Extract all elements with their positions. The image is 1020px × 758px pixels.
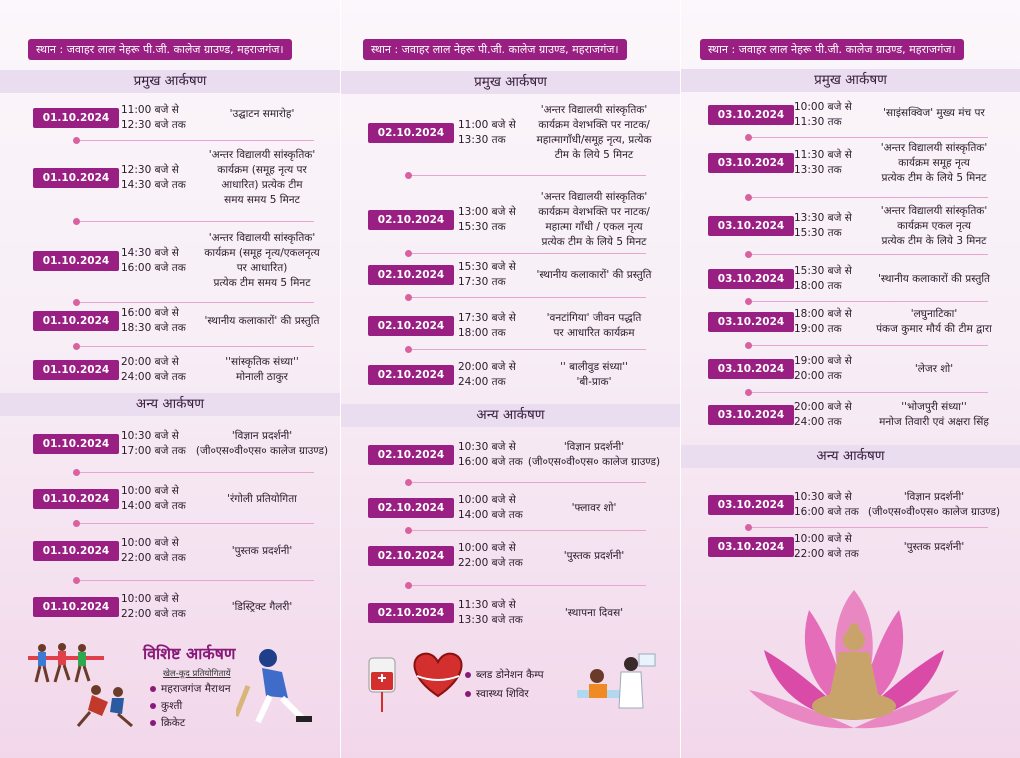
event-description-line: कार्यक्रम वेशभक्ति पर नाटक/ bbox=[538, 119, 650, 131]
event-time-line: 14:30 बजे से bbox=[121, 247, 179, 259]
event-time-line: 16:00 बजे से bbox=[121, 307, 179, 319]
event-description bbox=[859, 204, 1009, 249]
main-attractions-heading: प्रमुख आर्कषण bbox=[681, 69, 1020, 92]
timeline-connector bbox=[748, 527, 988, 528]
event-time bbox=[458, 598, 523, 628]
event-date-badge: 03.10.2024 bbox=[708, 405, 794, 425]
event-description-line: (जी०एस०वी०एस० कालेज ग्राउण्ड) bbox=[527, 456, 661, 468]
event-time bbox=[121, 246, 186, 276]
timeline-connector bbox=[76, 472, 314, 473]
event-description-line: प्रत्येक टीम के लिये 5 मिनट bbox=[881, 171, 987, 184]
event-date-badge: 01.10.2024 bbox=[33, 360, 119, 380]
event-description-line: 'अन्तर विद्यालयी सांस्कृतिक' bbox=[540, 104, 648, 116]
event-description-line: 'साइंसक्विज' मुख्य मंच पर bbox=[883, 106, 985, 119]
event-time-line: 10:30 बजे से bbox=[121, 430, 179, 442]
event-description-line: (जी०एस०वी०एस० कालेज ग्राउण्ड) bbox=[867, 506, 1001, 518]
timeline-connector bbox=[76, 302, 314, 303]
event-description-line: 'विज्ञान प्रदर्शनी' bbox=[563, 441, 625, 453]
event-time-line: 15:30 तक bbox=[458, 221, 506, 233]
event-time-line: 15:30 बजे से bbox=[458, 261, 516, 273]
health-item bbox=[465, 668, 544, 682]
event-description bbox=[519, 311, 669, 341]
event-time-line: 10:00 बजे से bbox=[794, 533, 852, 545]
bullet-icon bbox=[150, 686, 156, 692]
event-description-line: कार्यक्रम एकल नृत्य bbox=[897, 219, 971, 232]
event-description-line: पर आधारित कार्यक्रम bbox=[553, 327, 635, 339]
event-time bbox=[458, 311, 516, 341]
event-date-badge: 03.10.2024 bbox=[708, 269, 794, 289]
timeline-connector bbox=[748, 137, 988, 138]
event-description-line: 'स्थानीय कलाकारों की प्रस्तुति bbox=[877, 272, 991, 285]
event-description bbox=[859, 307, 1009, 337]
event-time bbox=[121, 536, 186, 566]
event-time-line: 18:00 तक bbox=[458, 327, 506, 339]
event-description bbox=[187, 355, 337, 385]
event-date-badge: 02.10.2024 bbox=[368, 123, 454, 143]
event-time bbox=[794, 490, 859, 520]
cricketer-illustration bbox=[236, 646, 320, 730]
event-description-line: प्रत्येक टीम के लिये 5 मिनट bbox=[541, 236, 647, 248]
event-time bbox=[794, 532, 859, 562]
event-description bbox=[519, 360, 669, 390]
venue-banner: स्थान : जवाहर लाल नेहरू पी.जी. कालेज ग्राउण्ड, महराजगंज। bbox=[363, 39, 627, 60]
event-description bbox=[859, 400, 1009, 430]
event-time-line: 20:00 तक bbox=[794, 370, 842, 382]
event-description bbox=[187, 107, 337, 122]
event-time-line: 22:00 बजे तक bbox=[121, 608, 186, 620]
event-description-line: 'लघुनाटिका' bbox=[910, 308, 958, 320]
wrestlers-illustration bbox=[72, 682, 142, 730]
event-description-line: 'डिस्ट्रिक्ट गैलरी' bbox=[231, 600, 293, 613]
timeline-connector bbox=[76, 140, 314, 141]
event-date-badge: 03.10.2024 bbox=[708, 312, 794, 332]
event-time bbox=[121, 306, 186, 336]
event-description-line: कार्यक्रम (समूह नृत्य पर bbox=[217, 164, 307, 176]
event-time-line: 16:00 बजे तक bbox=[458, 456, 523, 468]
event-description-line: 'विज्ञान प्रदर्शनी' bbox=[903, 491, 965, 503]
event-time bbox=[794, 400, 852, 430]
health-item-label: ब्लड डोनेशन कैम्प bbox=[476, 669, 544, 681]
event-description-line: कार्यक्रम समूह नृत्य bbox=[898, 156, 970, 169]
event-time-line: 10:00 बजे से bbox=[794, 101, 852, 113]
event-time-line: 17:00 बजे तक bbox=[121, 445, 186, 457]
event-time bbox=[794, 354, 852, 384]
event-time-line: 20:00 बजे से bbox=[121, 356, 179, 368]
event-description-line: 'स्थानीय कलाकारों' की प्रस्तुति bbox=[536, 268, 652, 281]
event-time-line: 19:00 तक bbox=[794, 323, 842, 335]
event-time-line: 14:30 बजे तक bbox=[121, 179, 186, 191]
event-time-line: 22:00 बजे तक bbox=[458, 557, 523, 569]
event-description-line: 'पुस्तक प्रदर्शनी' bbox=[563, 549, 625, 562]
event-date-badge: 02.10.2024 bbox=[368, 365, 454, 385]
event-description-line: 'अन्तर विद्यालयी सांस्कृतिक' bbox=[880, 204, 988, 217]
event-description bbox=[187, 148, 337, 208]
event-date-badge: 03.10.2024 bbox=[708, 153, 794, 173]
day-3-column bbox=[681, 0, 1020, 758]
event-description bbox=[187, 231, 337, 291]
event-description-line: 'बी-प्राक' bbox=[576, 376, 612, 388]
runner-icon bbox=[36, 644, 48, 682]
event-description-line: समय समय 5 मिनट bbox=[224, 194, 300, 206]
venue-banner: स्थान : जवाहर लाल नेहरू पी.जी. कालेज ग्राउण्ड, महराजगंज। bbox=[700, 39, 964, 60]
event-description-line: 'स्थानीय कलाकारों' की प्रस्तुति bbox=[204, 314, 320, 327]
special-item bbox=[150, 682, 231, 696]
event-time-line: 17:30 तक bbox=[458, 276, 506, 288]
timeline-connector bbox=[408, 530, 646, 531]
event-description-line: 'रंगोली प्रतियोगिता bbox=[227, 492, 297, 505]
event-date-badge: 02.10.2024 bbox=[368, 445, 454, 465]
event-time bbox=[121, 103, 186, 133]
timeline-connector bbox=[748, 301, 988, 302]
special-item-label: क्रिकेट bbox=[161, 717, 186, 729]
event-description bbox=[519, 501, 669, 516]
event-time-line: 13:30 बजे से bbox=[794, 212, 852, 224]
event-time bbox=[458, 541, 523, 571]
special-item bbox=[150, 716, 185, 730]
runner-icon bbox=[55, 643, 69, 682]
event-description-line: 'स्थापना दिवस' bbox=[564, 606, 624, 619]
event-time-line: 12:30 बजे से bbox=[121, 164, 179, 176]
special-attractions-title: विशिष्ट आर्कषण bbox=[143, 644, 236, 663]
event-time bbox=[794, 264, 852, 294]
event-description-line: प्रत्येक टीम समय 5 मिनट bbox=[213, 277, 311, 289]
event-date-badge: 03.10.2024 bbox=[708, 537, 794, 557]
event-time-line: 19:00 बजे से bbox=[794, 355, 852, 367]
event-date-badge: 01.10.2024 bbox=[33, 541, 119, 561]
day-2-column bbox=[341, 0, 680, 758]
event-time-line: 10:00 बजे से bbox=[458, 494, 516, 506]
event-description-line: 'उद्घाटन समारोह' bbox=[229, 107, 295, 120]
event-time bbox=[458, 440, 523, 470]
event-date-badge: 02.10.2024 bbox=[368, 316, 454, 336]
event-description-line: 'लेजर शो' bbox=[914, 362, 954, 375]
event-description bbox=[519, 549, 669, 564]
event-description-line: टीम के लिये 5 मिनट bbox=[554, 149, 634, 161]
doctor-patient-illustration bbox=[577, 650, 657, 718]
event-time-line: 12:30 बजे तक bbox=[121, 119, 186, 131]
event-time-line: 13:30 तक bbox=[794, 164, 842, 176]
event-description bbox=[187, 429, 337, 459]
timeline-connector bbox=[408, 175, 646, 176]
main-attractions-heading: प्रमुख आर्कषण bbox=[341, 71, 680, 94]
bullet-icon bbox=[150, 720, 156, 726]
event-date-badge: 02.10.2024 bbox=[368, 546, 454, 566]
event-time-line: 10:30 बजे से bbox=[794, 491, 852, 503]
sports-competitions-subtitle: खेल-कूद प्रतियोगितायें bbox=[163, 669, 231, 679]
event-time-line: 10:00 बजे से bbox=[121, 537, 179, 549]
event-time bbox=[458, 360, 516, 390]
event-description-line: 'फ्लावर शो' bbox=[571, 501, 617, 514]
event-date-badge: 02.10.2024 bbox=[368, 265, 454, 285]
timeline-connector bbox=[408, 482, 646, 483]
event-time bbox=[458, 118, 516, 148]
event-time-line: 11:30 तक bbox=[794, 116, 842, 128]
event-time-line: 22:00 बजे तक bbox=[121, 552, 186, 564]
event-time-line: 22:00 बजे तक bbox=[794, 548, 859, 560]
event-description-line: ''सांस्कृतिक संध्या'' bbox=[225, 356, 299, 368]
event-description bbox=[519, 190, 669, 250]
event-description-line: 'पुस्तक प्रदर्शनी' bbox=[231, 544, 293, 557]
event-date-badge: 01.10.2024 bbox=[33, 168, 119, 188]
event-time bbox=[121, 484, 186, 514]
event-date-badge: 03.10.2024 bbox=[708, 216, 794, 236]
event-description-line: पंकज कुमार मौर्य की टीम द्वारा bbox=[876, 323, 992, 335]
venue-banner: स्थान : जवाहर लाल नेहरू पी.जी. कालेज ग्राउण्ड, महराजगंज। bbox=[28, 39, 292, 60]
event-description-line: '' बालीवुड संध्या'' bbox=[559, 361, 629, 373]
timeline-connector bbox=[76, 580, 314, 581]
other-attractions-heading: अन्य आर्कषण bbox=[0, 393, 340, 416]
event-time-line: 13:30 बजे तक bbox=[458, 614, 523, 626]
event-description bbox=[859, 362, 1009, 377]
bullet-icon bbox=[150, 703, 156, 709]
event-date-badge: 03.10.2024 bbox=[708, 105, 794, 125]
event-date-badge: 01.10.2024 bbox=[33, 251, 119, 271]
event-time-line: 20:00 बजे से bbox=[458, 361, 516, 373]
timeline-connector bbox=[408, 297, 646, 298]
timeline-connector bbox=[748, 345, 988, 346]
event-time bbox=[458, 493, 523, 523]
other-attractions-heading: अन्य आर्कषण bbox=[341, 404, 680, 427]
event-description-line: मनोज तिवारी एवं अक्षरा सिंह bbox=[879, 416, 989, 428]
event-description-line: कार्यक्रम वेशभक्ति पर नाटक/ bbox=[538, 206, 650, 218]
event-time bbox=[794, 211, 852, 241]
timeline-connector bbox=[408, 585, 646, 586]
timeline-connector bbox=[748, 254, 988, 255]
event-description bbox=[859, 272, 1009, 287]
timeline-connector bbox=[748, 197, 988, 198]
event-description-line: ''भोजपुरी संध्या'' bbox=[901, 401, 967, 413]
day-1-column bbox=[0, 0, 340, 758]
event-description-line: मोनाली ठाकुर bbox=[236, 371, 288, 383]
event-time-line: 13:30 तक bbox=[458, 134, 506, 146]
lotus-buddha-illustration bbox=[749, 580, 959, 740]
event-date-badge: 02.10.2024 bbox=[368, 498, 454, 518]
event-time-line: 24:00 तक bbox=[794, 416, 842, 428]
event-description-line: महात्मा गाँधी / एकल नृत्य bbox=[545, 221, 643, 233]
event-date-badge: 01.10.2024 bbox=[33, 311, 119, 331]
event-time-line: 16:00 बजे तक bbox=[794, 506, 859, 518]
timeline-connector bbox=[748, 392, 988, 393]
event-description-line: 'अन्तर विद्यालयी सांस्कृतिक' bbox=[208, 149, 316, 161]
event-description bbox=[519, 606, 669, 621]
health-item bbox=[465, 687, 529, 701]
event-time-line: 13:00 बजे से bbox=[458, 206, 516, 218]
event-description bbox=[859, 141, 1009, 186]
event-date-badge: 03.10.2024 bbox=[708, 495, 794, 515]
bullet-icon bbox=[465, 672, 471, 678]
event-time-line: 20:00 बजे से bbox=[794, 401, 852, 413]
timeline-connector bbox=[408, 349, 646, 350]
event-time-line: 10:00 बजे से bbox=[121, 593, 179, 605]
event-time bbox=[458, 205, 516, 235]
event-description bbox=[519, 440, 669, 470]
event-description bbox=[187, 600, 337, 615]
special-item-label: महराजगंज मैराथन bbox=[161, 683, 231, 695]
event-time bbox=[121, 429, 186, 459]
event-date-badge: 02.10.2024 bbox=[368, 603, 454, 623]
event-description bbox=[519, 103, 669, 163]
event-time bbox=[121, 163, 186, 193]
event-description-line: महात्मागाँधी/समूह नृत्य, प्रत्येक bbox=[536, 134, 652, 146]
timeline-connector bbox=[76, 523, 314, 524]
event-description bbox=[187, 314, 337, 329]
event-time-line: 10:00 बजे से bbox=[121, 485, 179, 497]
special-item-label: कुश्ती bbox=[161, 700, 183, 712]
special-item bbox=[150, 699, 182, 713]
event-time-line: 24:00 तक bbox=[458, 376, 506, 388]
event-time-line: 14:00 बजे तक bbox=[458, 509, 523, 521]
event-time-line: 10:00 बजे से bbox=[458, 542, 516, 554]
event-date-badge: 01.10.2024 bbox=[33, 434, 119, 454]
timeline-connector bbox=[76, 221, 314, 222]
event-description-line: पर आधारित) bbox=[236, 262, 288, 274]
event-description-line: 'अन्तर विद्यालयी सांस्कृतिक' bbox=[540, 191, 648, 203]
event-time-line: 18:30 बजे तक bbox=[121, 322, 186, 334]
event-time-line: 15:30 तक bbox=[794, 227, 842, 239]
runner-icon bbox=[76, 644, 89, 682]
event-time bbox=[458, 260, 516, 290]
event-date-badge: 01.10.2024 bbox=[33, 489, 119, 509]
event-time bbox=[121, 592, 186, 622]
event-time-line: 17:30 बजे से bbox=[458, 312, 516, 324]
event-time-line: 14:00 बजे तक bbox=[121, 500, 186, 512]
event-time bbox=[794, 148, 852, 178]
event-date-badge: 03.10.2024 bbox=[708, 359, 794, 379]
event-description-line: 'वनटांगिया' जीवन पद्धति bbox=[546, 312, 642, 324]
event-time bbox=[794, 307, 852, 337]
event-time-line: 11:00 बजे से bbox=[458, 119, 516, 131]
event-description-line: 'पुस्तक प्रदर्शनी' bbox=[903, 540, 965, 553]
event-date-badge: 01.10.2024 bbox=[33, 108, 119, 128]
event-time-line: 15:30 बजे से bbox=[794, 265, 852, 277]
event-time-line: 18:00 तक bbox=[794, 280, 842, 292]
bullet-icon bbox=[465, 691, 471, 697]
event-time bbox=[121, 355, 186, 385]
event-description bbox=[187, 492, 337, 507]
event-description bbox=[187, 544, 337, 559]
event-time-line: 11:00 बजे से bbox=[121, 104, 179, 116]
event-time-line: 18:00 बजे से bbox=[794, 308, 852, 320]
event-description-line: आधारित) प्रत्येक टीम bbox=[221, 179, 303, 191]
event-description bbox=[859, 540, 1009, 555]
main-attractions-heading: प्रमुख आर्कषण bbox=[0, 70, 340, 93]
blood-bag-icon bbox=[367, 650, 397, 714]
event-description bbox=[859, 106, 1009, 121]
event-description-line: प्रत्येक टीम के लिये 3 मिनट bbox=[881, 234, 987, 247]
event-time-line: 10:30 बजे से bbox=[458, 441, 516, 453]
event-description-line: (जी०एस०वी०एस० कालेज ग्राउण्ड) bbox=[195, 445, 329, 457]
heart-drop-icon bbox=[407, 650, 469, 700]
event-date-badge: 02.10.2024 bbox=[368, 210, 454, 230]
timeline-connector bbox=[408, 253, 646, 254]
event-time-line: 16:00 बजे तक bbox=[121, 262, 186, 274]
timeline-connector bbox=[76, 346, 314, 347]
event-description bbox=[519, 268, 669, 283]
event-time-line: 11:30 बजे से bbox=[794, 149, 852, 161]
event-description-line: 'विज्ञान प्रदर्शनी' bbox=[231, 430, 293, 442]
event-description-line: 'अन्तर विद्यालयी सांस्कृतिक' bbox=[208, 232, 316, 244]
event-date-badge: 01.10.2024 bbox=[33, 597, 119, 617]
event-description-line: कार्यक्रम (समूह नृत्य/एकलनृत्य bbox=[204, 247, 320, 259]
health-item-label: स्वास्थ्य शिविर bbox=[476, 688, 529, 700]
other-attractions-heading: अन्य आर्कषण bbox=[681, 445, 1020, 468]
event-time-line: 11:30 बजे से bbox=[458, 599, 516, 611]
event-description-line: 'अन्तर विद्यालयी सांस्कृतिक' bbox=[880, 141, 988, 154]
event-description bbox=[859, 490, 1009, 520]
event-time-line: 24:00 बजे तक bbox=[121, 371, 186, 383]
event-time bbox=[794, 100, 852, 130]
